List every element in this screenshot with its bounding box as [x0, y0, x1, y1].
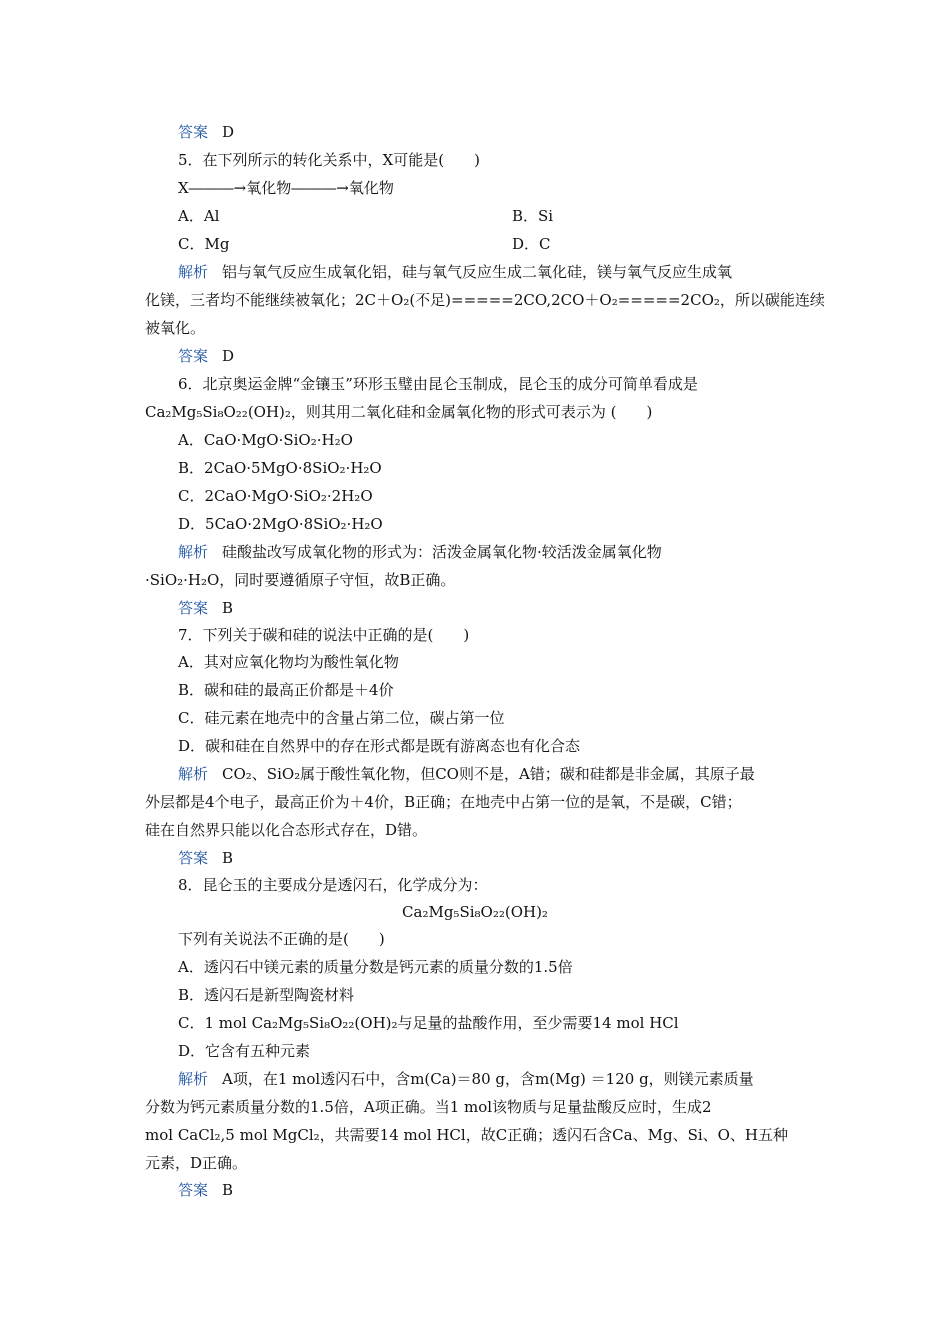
question-7-option-a: A．其对应氧化物均为酸性氧化物	[178, 653, 399, 671]
analysis-text: 硅酸盐改写成氧化物的形式为：活泼金属氧化物·较活泼金属氧化物	[222, 543, 662, 561]
question-5-option-b: B．Si	[512, 207, 554, 225]
answer-value: B	[222, 1181, 234, 1199]
question-8-analysis-line-3: mol CaCl₂,5 mol MgCl₂，共需要14 mol HCl，故C正确；透闪石含Ca、Mg、Si、O、H五种	[145, 1126, 789, 1144]
question-7-option-c: C．硅元素在地壳中的含量占第二位，碳占第一位	[178, 709, 505, 727]
analysis-text: CO₂、SiO₂属于酸性氧化物，但CO则不是，A错；碳和硅都是非金属，其原子最	[222, 765, 755, 783]
question-8-option-b: B．透闪石是新型陶瓷材料	[178, 986, 355, 1004]
question-6-option-a: A．CaO·MgO·SiO₂·H₂O	[178, 431, 353, 449]
question-5-analysis-line-2: 化镁，三者均不能继续被氧化；2C＋O₂(不足)=====2CO,2CO＋O₂=====2CO₂，所以碳能连续	[145, 291, 825, 309]
answer-value: D	[222, 123, 235, 141]
answer-value: B	[222, 849, 234, 867]
question-5-option-a: A．Al	[178, 207, 220, 225]
question-5-chain: X―――→氧化物―――→氧化物	[178, 179, 394, 197]
answer-label: 答案	[178, 599, 209, 617]
answer-label: 答案	[178, 123, 209, 141]
question-5-answer	[178, 346, 234, 366]
question-7-option-d: D．碳和硅在自然界中的存在形式都是既有游离态也有化合态	[178, 737, 581, 755]
question-8-answer	[178, 1180, 233, 1200]
answer-line	[178, 122, 234, 142]
analysis-label: 解析	[178, 543, 209, 561]
question-8-stem: 8．昆仑玉的主要成分是透闪石，化学成分为：	[178, 876, 488, 894]
question-7-analysis-line-3: 硅在自然界只能以化合态形式存在，D错。	[145, 821, 428, 839]
question-8-analysis-line-2: 分数为钙元素质量分数的1.5倍，A项正确。当1 mol该物质与足量盐酸反应时，生成2	[145, 1098, 712, 1116]
question-8-analysis-line-1	[178, 1069, 754, 1089]
question-8-analysis-line-4: 元素，D正确。	[145, 1154, 248, 1172]
analysis-label: 解析	[178, 1070, 209, 1088]
question-8-option-c: C．1 mol Ca₂Mg₅Si₈O₂₂(OH)₂与足量的盐酸作用，至少需要14 mol HCl	[178, 1014, 679, 1032]
question-6-option-c: C．2CaO·MgO·SiO₂·2H₂O	[178, 487, 373, 505]
analysis-label: 解析	[178, 765, 209, 783]
question-7-analysis-line-1	[178, 764, 755, 784]
analysis-label: 解析	[178, 263, 209, 281]
answer-value: D	[222, 347, 235, 365]
question-6-answer	[178, 598, 233, 618]
question-5-option-d: D．C	[512, 235, 551, 253]
question-6-option-b: B．2CaO·5MgO·8SiO₂·H₂O	[178, 459, 382, 477]
question-5-analysis-line-3: 被氧化。	[145, 319, 206, 337]
question-8-stem-line-2: 下列有关说法不正确的是( )	[178, 930, 385, 948]
question-5-analysis-line-1	[178, 262, 732, 282]
question-6-analysis-line-1	[178, 542, 662, 562]
question-6-stem-line-1: 6．北京奥运金牌“金镶玉”环形玉璧由昆仑玉制成，昆仑玉的成分可简单看成是	[178, 375, 698, 393]
question-8-option-a: A．透闪石中镁元素的质量分数是钙元素的质量分数的1.5倍	[178, 958, 573, 976]
question-8-option-d: D．它含有五种元素	[178, 1042, 311, 1060]
analysis-text: A项，在1 mol透闪石中，含m(Ca)＝80 g，含m(Mg) ＝120 g，则镁元素质量	[222, 1070, 754, 1088]
question-5-stem: 5．在下列所示的转化关系中，X可能是( )	[178, 151, 480, 169]
question-6-stem-line-2: Ca₂Mg₅Si₈O₂₂(OH)₂，则其用二氧化硅和金属氧化物的形式可表示为 ( )	[145, 403, 653, 421]
analysis-text: 铝与氧气反应生成氧化铝，硅与氧气反应生成二氧化硅，镁与氧气反应生成氧	[222, 263, 733, 281]
question-6-option-d: D．5CaO·2MgO·8SiO₂·H₂O	[178, 515, 383, 533]
question-7-answer	[178, 848, 233, 868]
question-7-analysis-line-2: 外层都是4个电子，最高正价为＋4价，B正确；在地壳中占第一位的是氧，不是碳，C错；	[145, 793, 742, 811]
question-7-stem: 7．下列关于碳和硅的说法中正确的是( )	[178, 626, 470, 644]
answer-label: 答案	[178, 1181, 209, 1199]
question-5-option-c: C．Mg	[178, 235, 230, 253]
answer-label: 答案	[178, 849, 209, 867]
question-6-analysis-line-2: ·SiO₂·H₂O，同时要遵循原子守恒，故B正确。	[145, 571, 456, 589]
answer-label: 答案	[178, 347, 209, 365]
answer-value: B	[222, 599, 234, 617]
question-8-formula: Ca₂Mg₅Si₈O₂₂(OH)₂	[402, 903, 548, 921]
question-7-option-b: B．碳和硅的最高正价都是＋4价	[178, 681, 394, 699]
